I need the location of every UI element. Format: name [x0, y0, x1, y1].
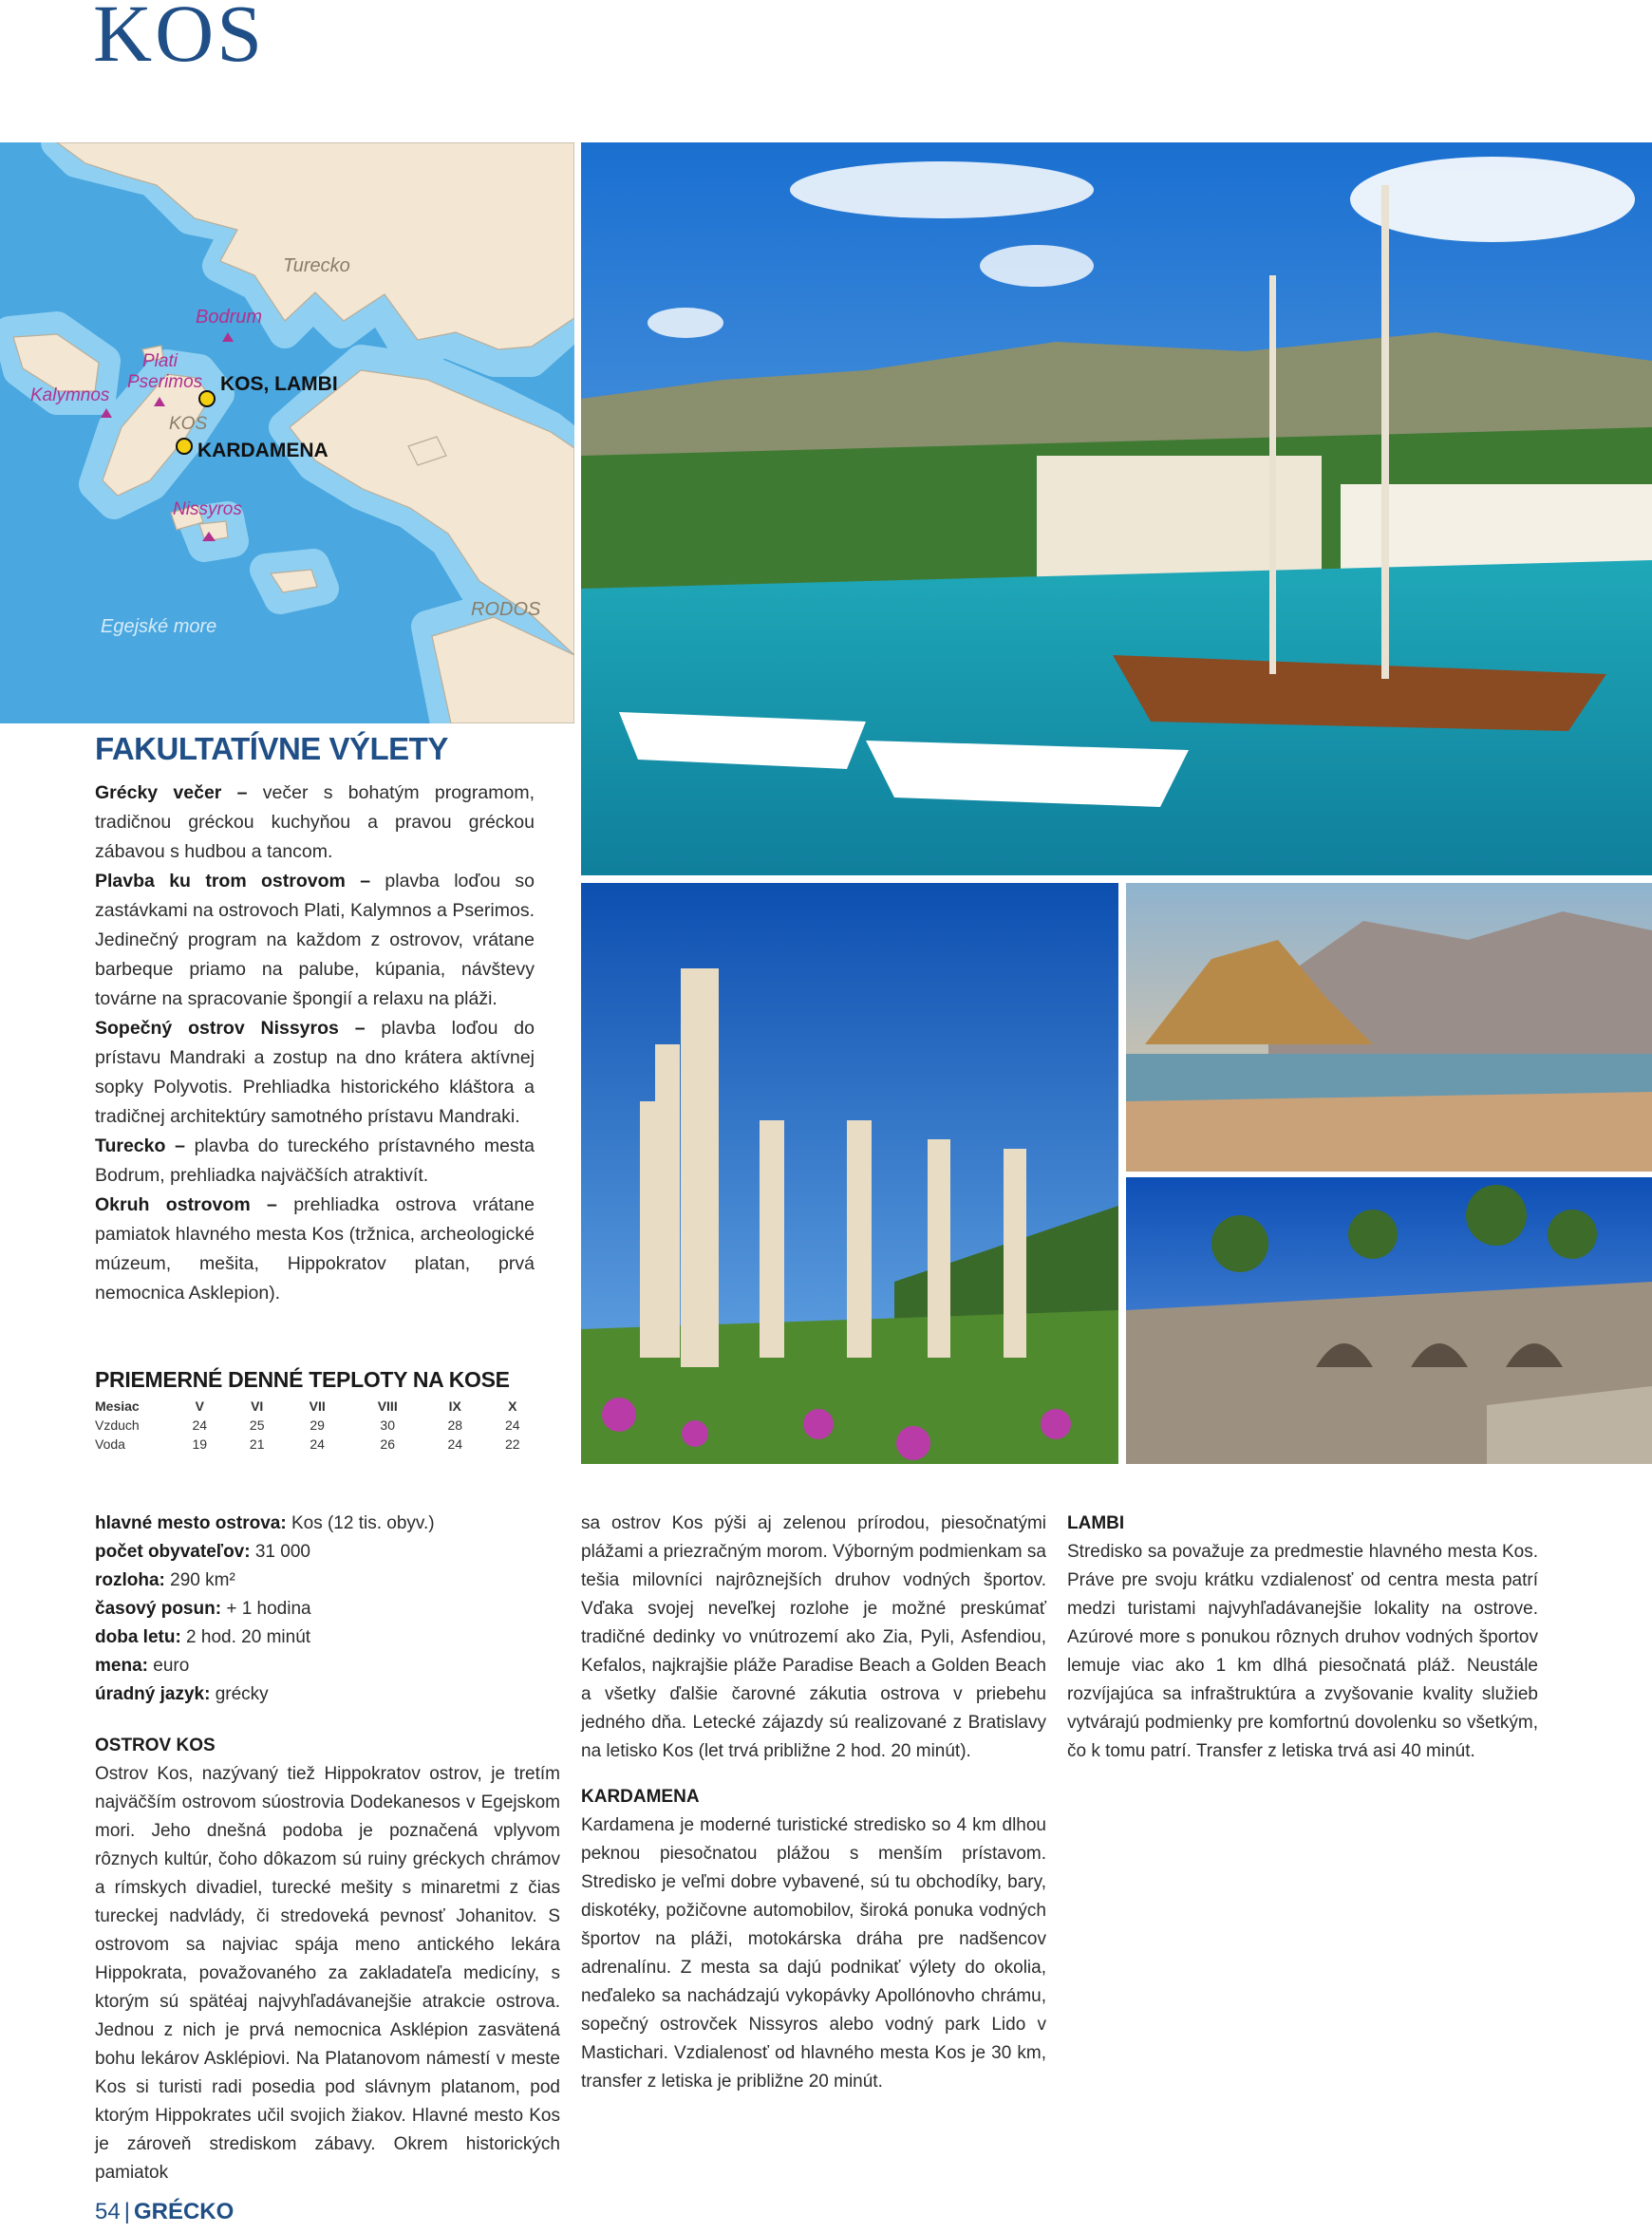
- page-title: KOS: [93, 0, 266, 79]
- excursion-text: plavba loďou so zastávkami na ostrovoch Plati, Kalymnos a Pserimos. Jedinečný program na každom z ostrovov, vrátane barbeque priamo na palube, kúpania, návštevy továrne na spracovanie špongií a relaxu na pláži.: [95, 871, 535, 1009]
- excursion-text: večer s bohatým programom, tradičnou gréckou kuchyňou a pravou gréckou zábavou s hudbou a tancom.: [95, 782, 535, 862]
- excursion-item: [95, 1132, 535, 1191]
- table-cell: 28: [447, 1417, 463, 1433]
- island-map: [0, 142, 574, 723]
- fact-label: doba letu:: [95, 1627, 181, 1647]
- excursion-item: [95, 779, 535, 867]
- footer-separator: |: [123, 2199, 130, 2224]
- fact-line: [95, 1595, 560, 1623]
- fact-value: euro: [147, 1656, 190, 1676]
- ancient-columns-photo: [581, 883, 1118, 1464]
- table-header-cell: VIII: [377, 1398, 398, 1414]
- table-header-cell: V: [195, 1398, 204, 1414]
- table-cell: 24: [504, 1417, 520, 1433]
- fact-label: časový posun:: [95, 1599, 222, 1619]
- map-label-bodrum: Bodrum: [196, 307, 263, 328]
- fact-value: + 1 hodina: [221, 1599, 311, 1619]
- fact-value: grécky: [210, 1684, 269, 1704]
- castle-ruins-photo: [1126, 1177, 1652, 1464]
- ostrov-kos-continuation: sa ostrov Kos pýši aj zelenou prírodou, piesočnatými plážami a priezračným morom. Výborným podmienkam sa tešia milovníci najrôznejších druhov vodných športov. Vďaka svojej neveľkej rozlohe je možné preskúmať tradičné dedinky vo vnútrozemí ako Zia, Pyli, Asfendiou, Kefalos, najkrajšie pláže Paradise Beach a Golden Beach a všetky ďalšie čarovné zákutia ostrova v priebehu jedného dňa. Letecké zájazdy sú realizované z Bratislavy na letisko Kos (let trvá približne 2 hod. 20 minút).: [581, 1513, 1046, 1761]
- fact-label: úradný jazyk:: [95, 1684, 211, 1704]
- map-label-pserimos: Pserimos: [127, 372, 203, 392]
- table-cell: 26: [380, 1436, 395, 1452]
- fact-label: rozloha:: [95, 1570, 165, 1590]
- map-label-nissyros: Nissyros: [173, 499, 242, 519]
- map-label-kos-lambi: KOS, LAMBI: [220, 373, 338, 395]
- excursion-text: plavba loďou do prístavu Mandraki a zostup na dno krátera aktívnej sopky Polyvotis. Prehliadka historického kláštora a tradičnej architektúry samotného prístavu Mandraki.: [95, 1018, 535, 1127]
- page-number: 54: [95, 2199, 121, 2224]
- map-label-sea: Egejské more: [101, 616, 217, 637]
- table-row: [95, 1416, 541, 1435]
- fact-line: [95, 1510, 560, 1538]
- map-label-kalymnos: Kalymnos: [30, 385, 110, 405]
- map-label-plati: Plati: [142, 351, 178, 371]
- fact-label: mena:: [95, 1656, 148, 1676]
- excursion-text: plavba do tureckého prístavného mesta Bodrum, prehliadka najväčších atraktivít.: [95, 1135, 535, 1186]
- table-header-cell: X: [508, 1398, 517, 1414]
- harbour-photo: [581, 142, 1652, 875]
- table-cell: 24: [192, 1417, 208, 1433]
- fact-value: 290 km²: [164, 1570, 235, 1590]
- footer-country: GRÉCKO: [133, 2199, 235, 2224]
- excursion-name: Plavba ku trom ostrovom –: [95, 871, 371, 891]
- table-cell: 22: [504, 1436, 520, 1452]
- excursion-item: [95, 1191, 535, 1308]
- table-cell: 29: [310, 1417, 325, 1433]
- excursion-name: Sopečný ostrov Nissyros –: [95, 1018, 366, 1039]
- fact-line: [95, 1652, 560, 1680]
- section-heading-ostrov-kos: OSTROV KOS: [95, 1736, 216, 1755]
- fact-line: [95, 1680, 560, 1709]
- table-cell: 24: [310, 1436, 325, 1452]
- table-cell: 24: [447, 1436, 463, 1452]
- fact-label: počet obyvateľov:: [95, 1542, 251, 1562]
- column-facts-and-kos: [95, 1510, 560, 2187]
- fact-value: Kos (12 tis. obyv.): [286, 1513, 435, 1533]
- excursions-section: [95, 731, 535, 1308]
- table-cell: 30: [380, 1417, 395, 1433]
- table-cell: 25: [249, 1417, 265, 1433]
- table-header-cell: Mesiac: [95, 1398, 140, 1414]
- table-cell: Voda: [95, 1436, 125, 1452]
- fact-line: [95, 1538, 560, 1567]
- page-footer: [95, 2199, 234, 2225]
- map-label-kos: KOS: [169, 414, 208, 434]
- map-label-turkey: Turecko: [283, 255, 350, 276]
- ostrov-kos-text: Ostrov Kos, nazývaný tiež Hippokratov ostrov, je tretím najväčším ostrovom súostrovia Dodekanesos v Egejskom mori. Jeho dnešná podoba je poznačená vplyvom rôznych kultúr, čoho dôkazom sú ruiny gréckych chrámov a rímskych divadiel, turecké mešity s minaretmi z čias tureckej nadvlády, či stredoveká pevnosť Johanitov. S ostrovom sa najviac spája meno antického lekára Hippokrata, považovaného za zakladateľa medicíny, s ktorým sú spätéaj najvyhľadávanejšie atrakcie ostrova. Jednou z nich je prvá nemocnica Asklépion zasvätená bohu lekárov Asklépiovi. Na Platanovom námestí v meste Kos si turisti radi posedia pod slávnym platanom, pod ktorým Hippokrates učil svojich žiakov. Hlavné mesto Kos je zároveň strediskom zábavy. Okrem historických pamiatok: [95, 1764, 560, 2183]
- table-row: [95, 1435, 541, 1454]
- lambi-text: Stredisko sa považuje za predmestie hlavného mesta Kos. Práve pre svoju krátku vzdialenosť od centra mesta patrí medzi turistami najvyhľadávanejšie lokality na ostrove. Azúrové more s ponukou rôznych druhov vodných športov lemuje viac ako 1 km dlhá piesočnatá pláž. Neustále rozvíjajúca sa infraštruktúra a zvyšovanie kvality služieb vytvárajú podmienky pre komfortnú dovolenku so všetkým, čo k tomu patrí. Transfer z letiska trvá asi 40 minút.: [1067, 1542, 1538, 1761]
- column-kardamena: [581, 1510, 1046, 2096]
- excursion-name: Okruh ostrovom –: [95, 1194, 277, 1215]
- excursions-list: [95, 779, 535, 1308]
- map-label-kardamena: KARDAMENA: [197, 440, 329, 461]
- table-cell: 19: [192, 1436, 208, 1452]
- column-lambi: [1067, 1510, 1538, 1766]
- kardamena-text: Kardamena je moderné turistické stredisko so 4 km dlhou peknou piesočnatou plážou s menším prístavom. Stredisko je veľmi dobre vybavené, sú tu obchodíky, bary, diskotéky, požičovne automobilov, široká ponuka vodných športov na pláži, motokárska dráha pre nadšencov adrenalínu. Z mesta sa dajú podnikať výlety do okolia, neďaleko sa nachádzajú vykopávky Apollónovho chrámu, sopečný ostrovček Nissyros alebo vodný park Lido v Mastichari. Vzdialenosť od hlavného mesta Kos je 30 km, transfer z letiska je približne 20 minút.: [581, 1815, 1046, 2092]
- fact-value: 2 hod. 20 minút: [180, 1627, 311, 1647]
- temperature-title: PRIEMERNÉ DENNÉ TEPLOTY NA KOSE: [95, 1367, 510, 1392]
- table-header-cell: IX: [448, 1398, 461, 1414]
- fact-label: hlavné mesto ostrova:: [95, 1513, 287, 1533]
- excursion-item: [95, 1014, 535, 1132]
- table-cell: 21: [249, 1436, 265, 1452]
- table-header-cell: VII: [309, 1398, 326, 1414]
- section-heading-lambi: LAMBI: [1067, 1513, 1125, 1533]
- excursion-name: Turecko –: [95, 1135, 185, 1156]
- kastri-islet-photo: [1126, 883, 1652, 1172]
- excursion-text: prehliadka ostrova vrátane pamiatok hlavného mesta Kos (tržnica, archeologické múzeum, mešita, Hippokratov platan, prvá nemocnica Asklepion).: [95, 1194, 535, 1304]
- table-header-row: [95, 1397, 541, 1416]
- excursion-name: Grécky večer –: [95, 782, 248, 803]
- table-header-cell: VI: [251, 1398, 264, 1414]
- excursion-item: [95, 867, 535, 1014]
- temperature-table-section: [95, 1367, 541, 1454]
- fact-value: 31 000: [250, 1542, 310, 1562]
- map-label-rodos: RODOS: [471, 599, 541, 620]
- table-cell: Vzduch: [95, 1417, 140, 1433]
- fact-line: [95, 1567, 560, 1595]
- excursions-title: FAKULTATÍVNE VÝLETY: [95, 731, 448, 766]
- temperature-table: [95, 1397, 541, 1454]
- fact-line: [95, 1623, 560, 1652]
- section-heading-kardamena: KARDAMENA: [581, 1787, 700, 1807]
